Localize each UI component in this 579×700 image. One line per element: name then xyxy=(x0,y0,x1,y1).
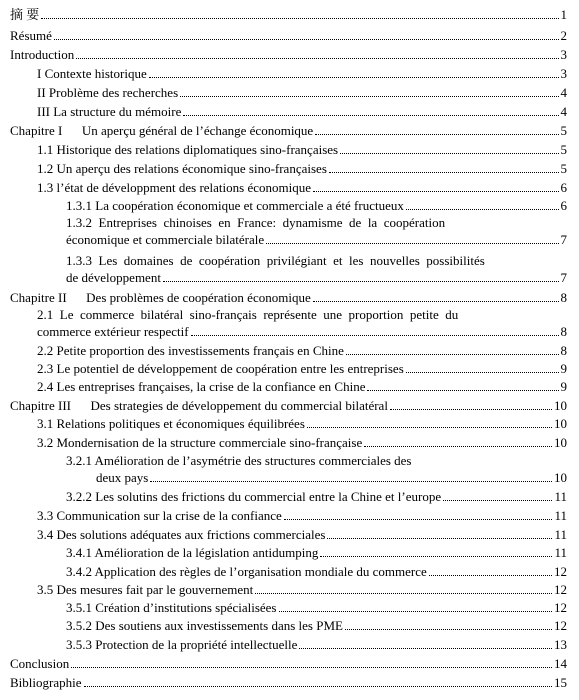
toc-entry-title: Bibliographie xyxy=(10,675,82,690)
toc-entry-chapter-3[interactable] xyxy=(10,397,567,415)
toc-entry-3-5-3[interactable] xyxy=(66,636,567,654)
dot-leader xyxy=(367,389,558,391)
toc-entry-title: Chapitre II Des problèmes de coopération économique xyxy=(10,290,311,305)
toc-entry-title-line2: économique et commerciale bilatérale xyxy=(66,232,265,247)
toc-entry-page: 5 xyxy=(560,142,567,157)
dot-leader xyxy=(163,280,559,282)
toc-entry-title: III La structure du mémoire xyxy=(37,104,182,119)
toc-entry-title-line1: 1.3.2 Entreprises chinoises en France: dynamisme de la coopération xyxy=(66,215,446,230)
toc-entry-page: 3 xyxy=(560,47,567,62)
dot-leader xyxy=(180,95,558,97)
dot-leader xyxy=(150,480,552,482)
toc-entry-page: 5 xyxy=(560,161,567,176)
toc-entry-3-3[interactable] xyxy=(37,507,567,525)
dot-leader xyxy=(345,628,552,630)
toc-entry-chapter-1[interactable] xyxy=(10,122,567,140)
toc-entry-page: 7 xyxy=(560,270,567,285)
toc-entry-title: 3.5.1 Création d’institutions spécialisées xyxy=(66,600,277,615)
dot-leader xyxy=(255,592,552,594)
toc-entry-resume[interactable] xyxy=(10,27,567,45)
toc-entry-title: 1.3 l’état de développment des relations économique xyxy=(37,180,311,195)
toc-entry-title: 2.4 Les entreprises françaises, la crise de la confiance en Chine xyxy=(37,379,366,394)
toc-entry-page: 8 xyxy=(560,290,567,305)
toc-entry-title: 1.1 Historique des relations diplomatiques sino-françaises xyxy=(37,142,339,157)
toc-entry-3-2-1[interactable] xyxy=(66,452,567,490)
toc-entry-1-3[interactable] xyxy=(37,179,567,197)
toc-entry-introduction[interactable] xyxy=(10,46,567,64)
toc-entry-2-4[interactable] xyxy=(37,378,567,396)
toc-entry-title: 3.1 Relations politiques et économiques équilibrées xyxy=(37,416,305,431)
toc-entry-title: 3.2.2 Les solutins des frictions du commercial entre la Chine et l’europe xyxy=(66,489,442,504)
toc-entry-title-line1: 2.1 Le commerce bilatéral sino-français représente une proportion petite du xyxy=(37,307,459,322)
dot-leader xyxy=(429,574,552,576)
toc-entry-page: 13 xyxy=(554,637,567,652)
dot-leader xyxy=(313,190,559,192)
toc-entry-page: 8 xyxy=(560,324,567,339)
toc-entry-page: 1 xyxy=(560,7,567,22)
dot-leader xyxy=(364,445,552,447)
toc-entry-title: 摘 要 xyxy=(10,7,40,22)
dot-leader xyxy=(329,171,559,173)
dot-leader xyxy=(313,300,559,302)
toc-entry-2-1[interactable] xyxy=(37,306,567,344)
toc-entry-title: Introduction xyxy=(10,47,75,62)
toc-entry-title-line1: 1.3.3 Les domaines de coopération privilégiant et les nouvelles possibilités xyxy=(66,253,485,268)
toc-entry-1-1[interactable] xyxy=(37,141,567,159)
toc-entry-page: 2 xyxy=(560,28,567,43)
toc-entry-intro-2[interactable] xyxy=(37,84,567,102)
toc-entry-intro-1[interactable] xyxy=(37,65,567,83)
dot-leader xyxy=(54,38,559,40)
toc-entry-2-3[interactable] xyxy=(37,360,567,378)
dot-leader xyxy=(41,17,558,19)
toc-entry-1-3-2[interactable] xyxy=(66,214,567,252)
toc-entry-page: 14 xyxy=(554,656,567,671)
dot-leader xyxy=(299,647,552,649)
dot-leader xyxy=(327,537,552,539)
toc-entry-page: 6 xyxy=(560,198,567,213)
dot-leader xyxy=(76,57,558,59)
toc-entry-page: 15 xyxy=(554,675,567,690)
toc-entry-page: 12 xyxy=(554,582,567,597)
toc-entry-page: 12 xyxy=(554,600,567,615)
dot-leader xyxy=(266,242,558,244)
toc-entry-title: 1.3.1 La coopération économique et commerciale a été fructueux xyxy=(66,198,404,213)
dot-leader xyxy=(191,334,559,336)
toc-entry-page: 7 xyxy=(560,232,567,247)
toc-entry-chapter-2[interactable] xyxy=(10,289,567,307)
toc-entry-page: 10 xyxy=(554,470,567,485)
toc-entry-title: 3.2 Mondernisation de la structure commerciale sino-française xyxy=(37,435,363,450)
dot-leader xyxy=(307,426,552,428)
toc-entry-title-line2: deux pays xyxy=(96,470,149,485)
dot-leader xyxy=(71,666,552,668)
toc-entry-page: 10 xyxy=(554,416,567,431)
toc-entry-page: 12 xyxy=(554,564,567,579)
toc-entry-title: 2.2 Petite proportion des investissements français en Chine xyxy=(37,343,344,358)
toc-entry-title: Résumé xyxy=(10,28,52,43)
toc-entry-page: 10 xyxy=(554,435,567,450)
toc-entry-page: 11 xyxy=(554,489,567,504)
toc-entry-3-5-2[interactable] xyxy=(66,617,567,635)
toc-entry-title: 3.3 Communication sur la crise de la confiance xyxy=(37,508,282,523)
toc-entry-conclusion[interactable] xyxy=(10,655,567,673)
toc-entry-page: 10 xyxy=(554,398,567,413)
toc-entry-bibliographie[interactable] xyxy=(10,674,567,692)
dot-leader xyxy=(340,152,558,154)
toc-entry-intro-3[interactable] xyxy=(37,103,567,121)
toc-entry-title: Chapitre III Des strategies de développement du commercial bilatéral xyxy=(10,398,388,413)
toc-entry-3-4[interactable] xyxy=(37,526,567,544)
toc-entry-title-line2: de développement xyxy=(66,270,161,285)
toc-entry-title: 3.5.3 Protection de la propriété intellectuelle xyxy=(66,637,298,652)
toc-entry-3-2-2[interactable] xyxy=(66,488,567,506)
dot-leader xyxy=(84,685,553,687)
toc-entry-page: 4 xyxy=(560,85,567,100)
toc-entry-page: 6 xyxy=(560,180,567,195)
toc-entry-title: 3.5 Des mesures fait par le gouvernement xyxy=(37,582,254,597)
toc-entry-2-2[interactable] xyxy=(37,342,567,360)
toc-entry-title: Conclusion xyxy=(10,656,70,671)
toc-entry-title: 1.2 Un aperçu des relations économique sino-françaises xyxy=(37,161,327,176)
toc-entry-title-line2: commerce extérieur respectif xyxy=(37,324,189,339)
toc-entry-title: 3.4.2 Application des règles de l’organisation mondiale du commerce xyxy=(66,564,427,579)
toc-entry-title: Chapitre I Un aperçu général de l’échange économique xyxy=(10,123,314,138)
dot-leader xyxy=(346,353,559,355)
toc-entry-title: I Contexte historique xyxy=(37,66,147,81)
toc-entry-page: 11 xyxy=(554,527,567,542)
toc-entry-3-5[interactable] xyxy=(37,581,567,599)
toc-entry-page: 3 xyxy=(560,66,567,81)
toc-entry-1-3-3[interactable] xyxy=(66,252,567,290)
toc-entry-page: 4 xyxy=(560,104,567,119)
dot-leader xyxy=(315,133,558,135)
dot-leader xyxy=(279,610,553,612)
toc-entry-title-line1: 3.2.1 Amélioration de l’asymétrie des structures commerciales des xyxy=(66,453,412,468)
toc-entry-page: 11 xyxy=(554,508,567,523)
dot-leader xyxy=(284,518,553,520)
dot-leader xyxy=(320,555,552,557)
toc-entry-title: 3.5.2 Des soutiens aux investissements dans les PME xyxy=(66,618,343,633)
dot-leader xyxy=(390,408,552,410)
toc-entry-page: 9 xyxy=(560,361,567,376)
toc-entry-1-2[interactable] xyxy=(37,160,567,178)
toc-entry-page: 12 xyxy=(554,618,567,633)
dot-leader xyxy=(183,114,558,116)
toc-entry-3-4-2[interactable] xyxy=(66,563,567,581)
toc-entry-3-2[interactable] xyxy=(37,434,567,452)
toc-entry-title: II Problème des recherches xyxy=(37,85,179,100)
toc-entry-title: 3.4.1 Amélioration de la législation antidumping xyxy=(66,545,319,560)
dot-leader xyxy=(443,499,552,501)
toc-entry-title: 2.3 Le potentiel de développement de coopération entre les entreprises xyxy=(37,361,404,376)
toc-entry-3-1[interactable] xyxy=(37,415,567,433)
toc-entry-title: 3.4 Des solutions adéquates aux frictions commerciales xyxy=(37,527,326,542)
toc-entry-abstract-cn[interactable] xyxy=(10,6,567,24)
toc-entry-page: 9 xyxy=(560,379,567,394)
toc-entry-3-4-1[interactable] xyxy=(66,544,567,562)
dot-leader xyxy=(406,208,559,210)
toc-entry-1-3-1[interactable] xyxy=(66,197,567,215)
dot-leader xyxy=(406,371,559,373)
dot-leader xyxy=(149,76,559,78)
toc-entry-page: 11 xyxy=(554,545,567,560)
toc-entry-3-5-1[interactable] xyxy=(66,599,567,617)
toc-entry-page: 5 xyxy=(560,123,567,138)
toc-entry-page: 8 xyxy=(560,343,567,358)
